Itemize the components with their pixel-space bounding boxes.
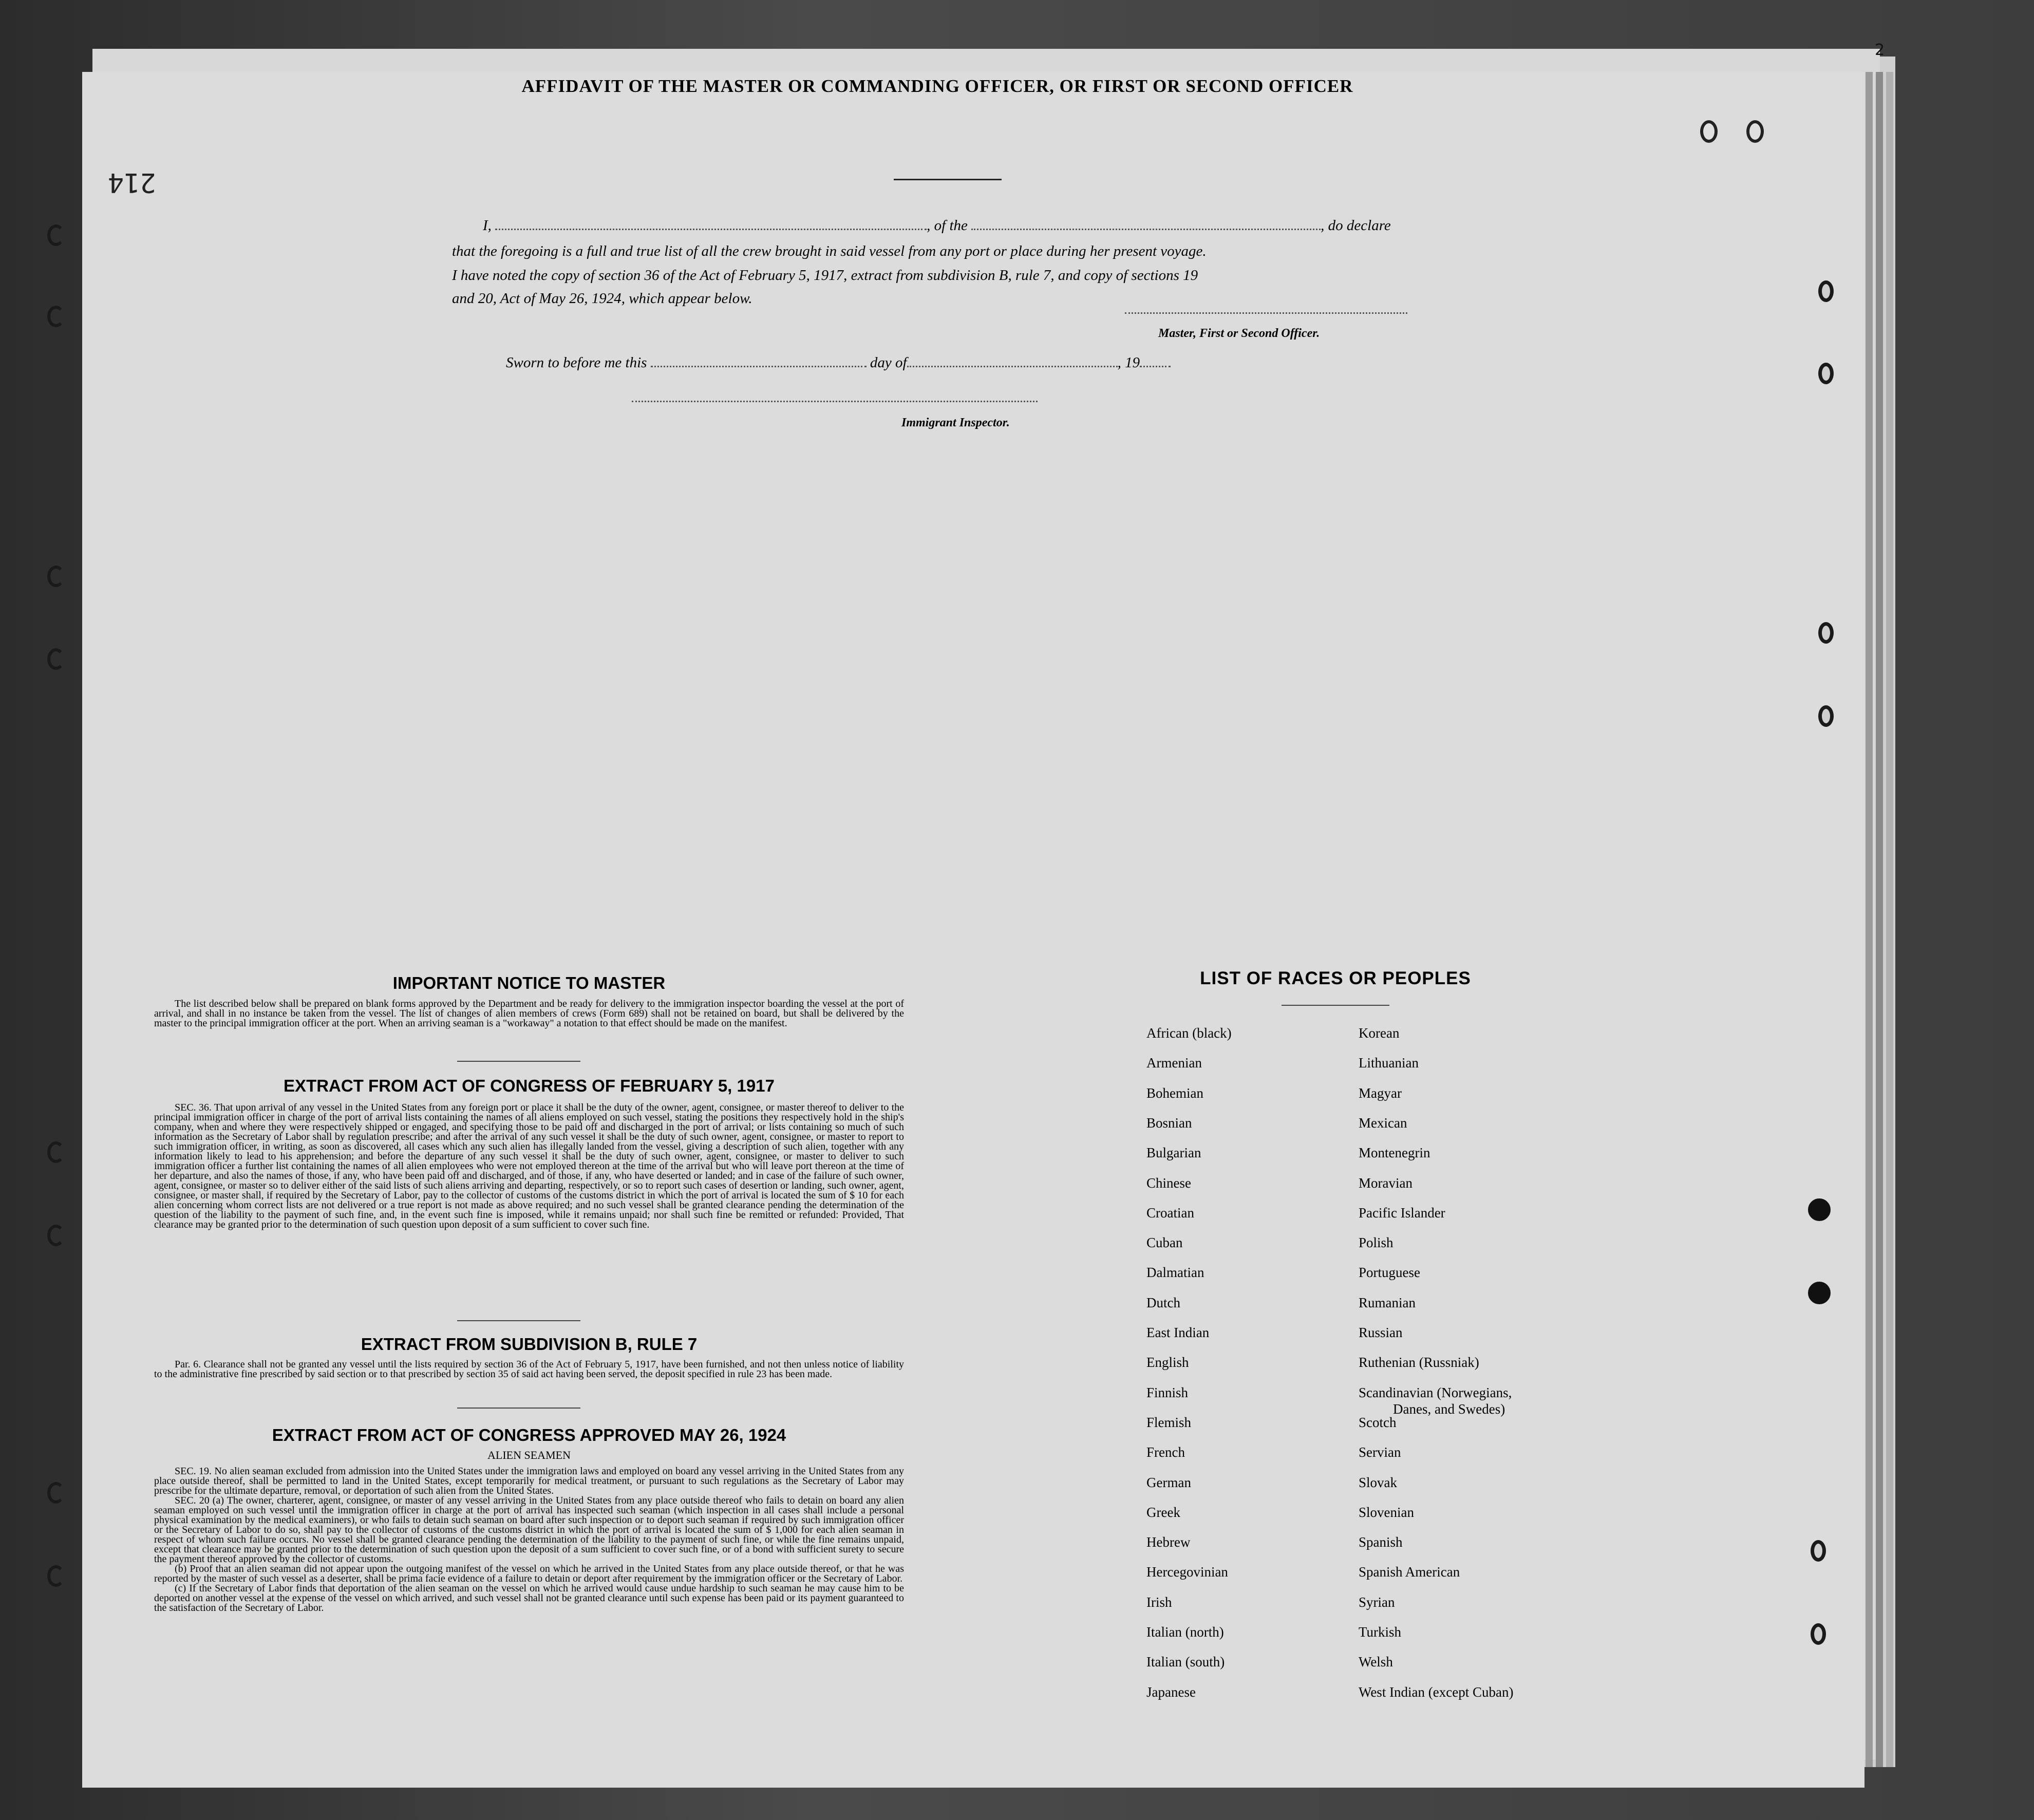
- race-item: Bulgarian: [1146, 1145, 1201, 1160]
- races-title: LIST OF RACES OR PEOPLES: [1200, 968, 1471, 988]
- notice-text: [154, 999, 904, 1028]
- extract-1917-text: [154, 1103, 904, 1230]
- binder-hole: [1818, 363, 1834, 384]
- punch-hole: [1700, 120, 1718, 143]
- page-edge: [1876, 72, 1883, 1767]
- race-item: Slovenian: [1359, 1505, 1414, 1520]
- punch-hole: [1746, 120, 1764, 143]
- sec20a-paragraph: SEC. 20 (a) The owner, charterer, agent, consignee, or master of any vessel arriving in the United States from any place outside thereof who fails to detain on board any alien seaman employed on such vessel until the immigration officer in charge at the port of arrival has inspected such seaman (which inspection in all cases shall include a personal physical examination by the medical examiners), or who fails to detain such seaman on board after such inspection or to deport such seaman if required by such immigration officer or the Secretary of Labor to do so, shall pay to the collector of customs of the customs district in which the port of arrival is located the sum of $ 1,000 for each alien seaman in respect of whom such failure occurs. No vessel shall be granted clearance pending the determination of the liability to the payment of such fine, or while the fine remains unpaid, except that clearance may be granted prior to the determination of such question upon the deposit of a sum sufficient to cover such fine, or of a bond with sufficient surety to secure the payment thereof approved by the collector of customs.: [154, 1495, 904, 1565]
- race-item: Dalmatian: [1146, 1265, 1204, 1280]
- race-item: Slovak: [1359, 1475, 1398, 1490]
- rule7-paragraph: Par. 6. Clearance shall not be granted any vessel until the lists required by section 36 of the Act of February 5, 1917, have been furnished, and not then unless notice of liability to the administrative fine prescribed by said section or to that prescribed by section 35 of said act having been served, the deposit specified in rule 23 has been made.: [154, 1359, 904, 1380]
- master-signature-label: Master, First or Second Officer.: [1158, 327, 1320, 340]
- race-item: Russian: [1359, 1325, 1403, 1340]
- binder-hole: [1808, 1198, 1831, 1221]
- affidavit-line-1: [452, 213, 1443, 238]
- sec20b-paragraph: (b) Proof that an alien seaman did not appear upon the outgoing manifest of the vessel on which he arrived in the United States from any place outside thereof, or that he was reported by the master of such vessel as a deserter, shall be prima facie evidence of a failure to detain or deport after requirement by the immigration officer or the Secretary of Labor.: [154, 1563, 904, 1584]
- race-item: Spanish: [1359, 1534, 1403, 1550]
- notice-title: IMPORTANT NOTICE TO MASTER: [392, 973, 666, 992]
- race-item: Lithuanian: [1359, 1055, 1419, 1071]
- affidavit-line-4: and 20, Act of May 26, 1924, which appear below.: [452, 290, 752, 307]
- section-divider: [457, 1320, 580, 1321]
- race-item: Syrian: [1359, 1594, 1395, 1610]
- master-signature-line[interactable]: [1125, 312, 1407, 314]
- binder-hole: [1811, 1623, 1826, 1645]
- race-item: Dutch: [1146, 1295, 1180, 1310]
- race-item: Italian (north): [1146, 1624, 1224, 1640]
- race-item: German: [1146, 1475, 1191, 1490]
- binder-ring: [47, 224, 65, 246]
- race-item: Magyar: [1359, 1085, 1402, 1101]
- race-item: Servian: [1359, 1444, 1401, 1460]
- sworn-year: , 19: [1117, 354, 1140, 371]
- sworn-day-of: day of: [870, 354, 907, 371]
- race-item: Hebrew: [1146, 1534, 1191, 1550]
- sworn-day-field[interactable]: [651, 366, 867, 367]
- binder-ring: [47, 1225, 65, 1246]
- title-rule: [894, 179, 1002, 180]
- binder-hole: [1818, 622, 1834, 644]
- affidavit-declare: , do declare: [1321, 217, 1391, 234]
- binder-hole: [1818, 280, 1834, 302]
- affidavit-line-2: that the foregoing is a full and true list of all the crew brought in said vessel from any port or place during her present voyage.: [452, 243, 1207, 259]
- race-item: Rumanian: [1359, 1295, 1416, 1310]
- race-item: Flemish: [1146, 1415, 1192, 1430]
- extract-1924-text: [154, 1467, 904, 1613]
- race-item: Spanish American: [1359, 1564, 1460, 1580]
- race-item: Italian (south): [1146, 1654, 1225, 1669]
- page-number: 2: [1875, 41, 1885, 59]
- inspector-signature-line[interactable]: [632, 401, 1038, 402]
- name-field[interactable]: [495, 229, 927, 230]
- binder-ring: [47, 1565, 65, 1587]
- race-item: Ruthenian (Russniak): [1359, 1355, 1479, 1370]
- race-item: Pacific Islander: [1359, 1205, 1445, 1221]
- race-item: Armenian: [1146, 1055, 1202, 1071]
- extract-1917-title: EXTRACT FROM ACT OF CONGRESS OF FEBRUARY 5, 1917: [284, 1076, 775, 1095]
- section-divider: [457, 1408, 580, 1409]
- stamp-number: 214: [108, 167, 156, 198]
- sec19-paragraph: SEC. 19. No alien seaman excluded from admission into the United States under the immigration laws and employed on board any vessel arriving in the United States from any place outside thereof, shall be permitted to land in the United States, except temporarily for medical treatment, or pursuant to such regulations as the Secretary of Labor may prescribe for the ultimate departure, removal, or deportation of such alien from the United States.: [154, 1466, 904, 1496]
- alien-seamen-subtitle: ALIEN SEAMEN: [487, 1449, 571, 1461]
- binder-ring: [47, 306, 65, 327]
- sworn-month-field[interactable]: [907, 366, 1118, 367]
- race-item: Scandinavian (Norwegians,: [1359, 1385, 1512, 1400]
- race-item: Japanese: [1146, 1684, 1196, 1700]
- race-item: Moravian: [1359, 1175, 1412, 1191]
- binder-hole: [1811, 1540, 1826, 1562]
- race-item: Irish: [1146, 1594, 1172, 1610]
- notice-paragraph: The list described below shall be prepared on blank forms approved by the Department and be ready for delivery to the immigration inspector boarding the vessel at the port of arrival, and shall in no instance be taken from the vessel. The list of changes of alien members of crews (Form 689) shall not be retained on board, but shall be delivered by the master to the principal immigration officer at the port. When an arriving seaman is a "workaway" a notation to that effect should be made on the manifest.: [154, 998, 904, 1029]
- race-item: Croatian: [1146, 1205, 1194, 1221]
- inspector-label: Immigrant Inspector.: [901, 416, 1010, 429]
- race-item: Bosnian: [1146, 1115, 1192, 1131]
- race-item: Greek: [1146, 1505, 1180, 1520]
- race-item: Cuban: [1146, 1235, 1183, 1250]
- race-item: Portuguese: [1359, 1265, 1420, 1280]
- race-item: Turkish: [1359, 1624, 1402, 1640]
- binder-hole: [1818, 705, 1834, 727]
- binder-ring: [47, 1482, 65, 1504]
- binder-ring: [47, 566, 65, 587]
- extract-1924-title: EXTRACT FROM ACT OF CONGRESS APPROVED MAY 26, 1924: [272, 1425, 786, 1444]
- sworn-prefix: Sworn to before me this: [506, 354, 647, 371]
- race-item: Finnish: [1146, 1385, 1189, 1400]
- race-item: Montenegrin: [1359, 1145, 1430, 1160]
- races-title-rule: [1282, 1005, 1389, 1006]
- race-item-continuation: Danes, and Swedes): [1393, 1401, 1505, 1417]
- rule7-text: [154, 1360, 904, 1379]
- race-item: Polish: [1359, 1235, 1393, 1250]
- sec20c-paragraph: (c) If the Secretary of Labor finds that deportation of the alien seaman on the vessel on which he arrived would cause undue hardship to such seaman he may cause him to be deported on another vessel at the expense of the vessel on which arrived, and such vessel shall not be granted clearance until such expense has been paid or its payment guaranteed to the satisfaction of the Secretary of Labor.: [154, 1583, 904, 1613]
- race-item: Scotch: [1359, 1415, 1397, 1430]
- vessel-field[interactable]: [971, 229, 1321, 230]
- race-item: English: [1146, 1355, 1189, 1370]
- rule7-title: EXTRACT FROM SUBDIVISION B, RULE 7: [361, 1335, 698, 1354]
- race-item: French: [1146, 1444, 1185, 1460]
- sworn-line: [506, 350, 1276, 376]
- race-item: Korean: [1359, 1025, 1400, 1041]
- binder-hole: [1808, 1282, 1831, 1304]
- race-item: Mexican: [1359, 1115, 1407, 1131]
- extract-1917-paragraph: SEC. 36. That upon arrival of any vessel in the United States from any foreign port or place it shall be the duty of the owner, agent, consignee, or master thereof to deliver to the principal immigration officer in charge of the port of arrival lists containing the names of all aliens employed on such vessel, stating the positions they respectively hold in the ship's company, when and where they were respectively shipped or engaged, and specifying those to be paid off and discharged in the port of arrival; or lists containing so much of such information as the Secretary of Labor shall by regulation prescribe; and after the arrival of any such vessel it shall be the duty of such owner, agent, consignee, or master to report to such immigration officer, in writing, as soon as discovered, all cases which any such alien has illegally landed from the vessel, giving a description of such alien, together with any information likely to lead to his apprehension; and before the departure of any such vessel it shall be the duty of such owner, agent, consignee, or master to deliver to such immigration officer a further list containing the names of all alien employees who were not employed thereon at the time of the arrival but who will leave port thereon at the time of her departure, and also the names of those, if any, who have been paid off and discharged, and of those, if any, who have deserted or landed; and in case of the failure of such owner, agent, consignee, or master so to deliver either of the said lists of such aliens arriving and departing, respectively, or so to report such cases of desertion or landing, such owner, agent, consignee, or master shall, if required by the Secretary of Labor, pay to the collector of customs of the customs district in which the port of arrival is located the sum of $ 10 for each alien concerning whom correct lists are not delivered or a true report is not made as above required; and no such vessel shall be granted clearance pending the determination of the question of the liability to the payment of such fine, and, in the event such fine is imposed, while it remains unpaid; nor shall such fine be remitted or refunded: Provided, That clearance may be granted prior to the determination of such question upon deposit of a sum sufficient to cover such fine.: [154, 1102, 904, 1230]
- race-item: Chinese: [1146, 1175, 1191, 1191]
- page-edge: [1866, 72, 1873, 1767]
- race-item: East Indian: [1146, 1325, 1210, 1340]
- affidavit-of-the: , of the: [927, 217, 968, 234]
- section-divider: [457, 1061, 580, 1062]
- affidavit-i: I,: [483, 217, 492, 234]
- page-edge: [1886, 72, 1893, 1767]
- affidavit-line-3: I have noted the copy of section 36 of the Act of February 5, 1917, extract from subdivision B, rule 7, and copy of sections 19: [452, 267, 1198, 284]
- affidavit-title: AFFIDAVIT OF THE MASTER OR COMMANDING OFFICER, OR FIRST OR SECOND OFFICER: [521, 76, 1353, 96]
- race-item: Hercegovinian: [1146, 1564, 1228, 1580]
- race-item: Bohemian: [1146, 1085, 1203, 1101]
- binder-ring: [47, 1141, 65, 1163]
- race-item: Welsh: [1359, 1654, 1393, 1669]
- binder-ring: [47, 648, 65, 670]
- race-item: African (black): [1146, 1025, 1232, 1041]
- sworn-year-field[interactable]: [1140, 366, 1171, 367]
- race-item: West Indian (except Cuban): [1359, 1684, 1514, 1700]
